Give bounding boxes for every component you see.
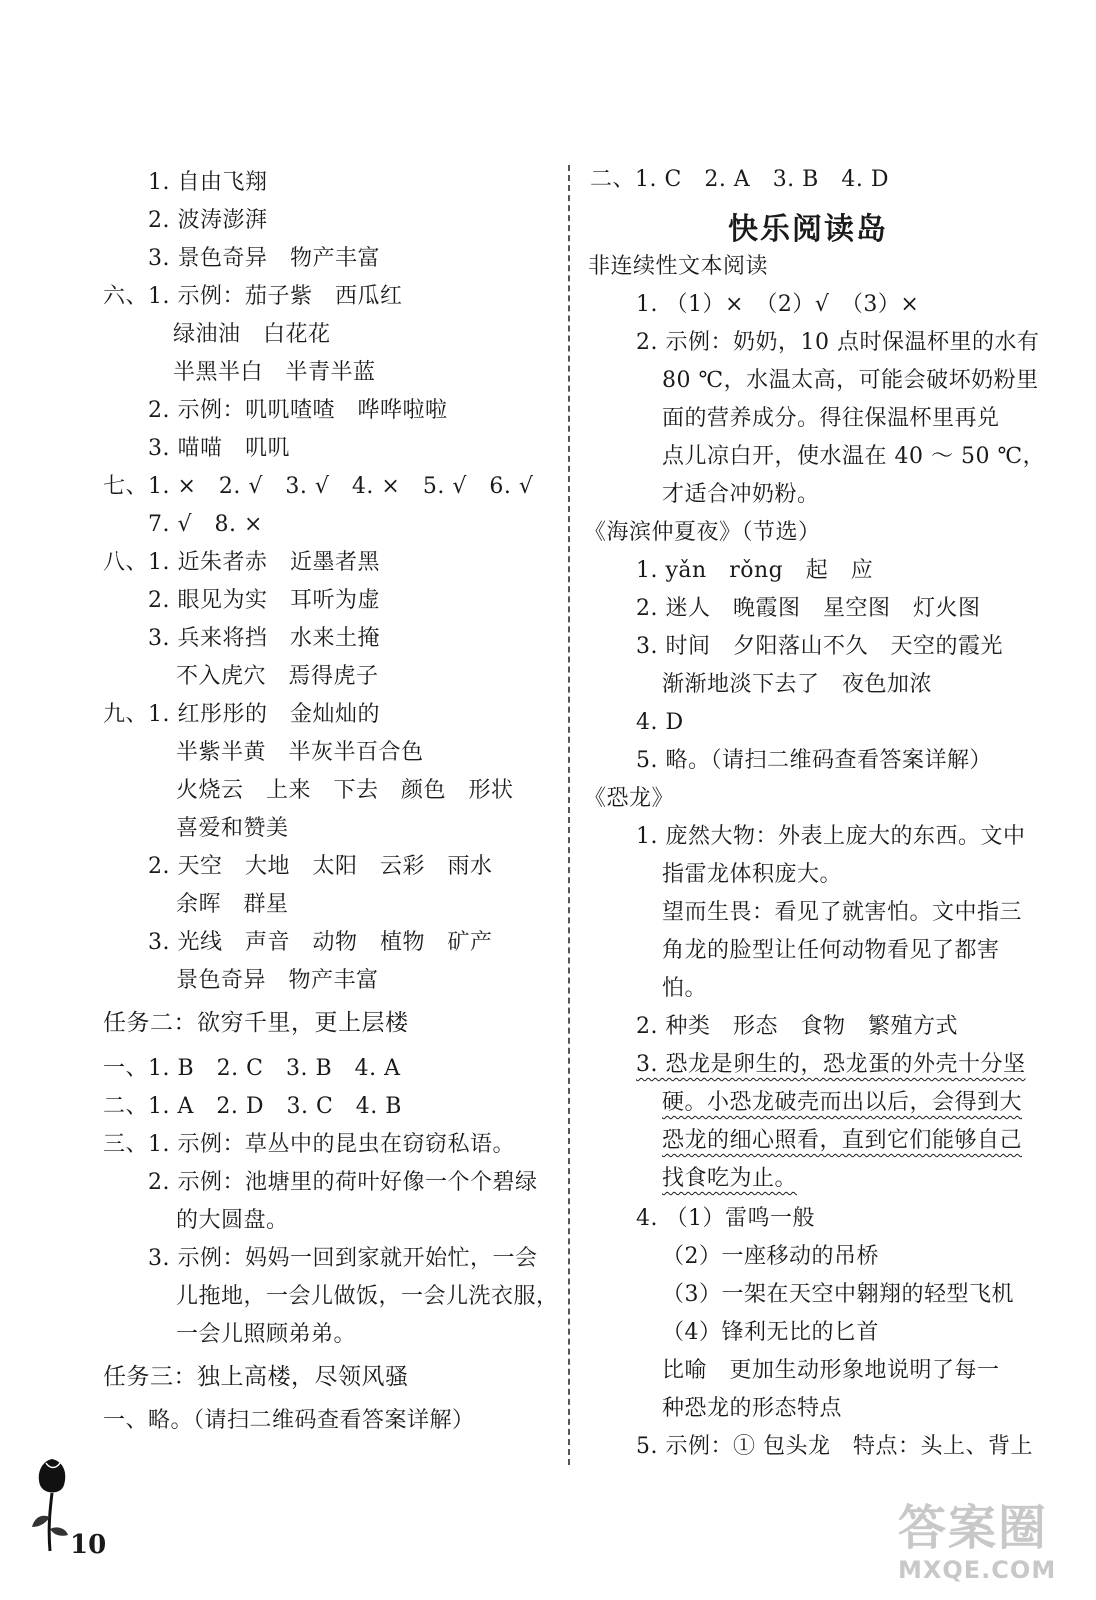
answer-line: （3）一架在天空中翱翔的轻型飞机 xyxy=(662,1282,1014,1307)
answer-line: 2. 波涛澎湃 xyxy=(148,208,268,233)
answer-line-underlined: 恐龙的细心照看，直到它们能够自己 xyxy=(662,1128,1023,1153)
answer-line: 三、1. 示例：草丛中的昆虫在窃窃私语。 xyxy=(103,1132,515,1157)
answer-line: 4. D xyxy=(636,710,684,735)
section-title: 快乐阅读岛 xyxy=(728,212,888,247)
answer-line: 景色奇异 物产丰富 xyxy=(176,968,379,993)
answer-line-underlined: 3. 恐龙是卵生的，恐龙蛋的外壳十分坚 xyxy=(636,1052,1026,1077)
answer-line: 2. 示例：叽叽喳喳 哗哗啦啦 xyxy=(148,398,448,423)
answer-line: 八、1. 近朱者赤 近墨者黑 xyxy=(103,550,380,575)
answer-line: 怕。 xyxy=(662,976,708,1001)
answer-line: 种恐龙的形态特点 xyxy=(662,1396,843,1421)
answer-line: 七、1. × 2. √ 3. √ 4. × 5. √ 6. √ xyxy=(103,474,534,499)
answer-line: 渐渐地淡下去了 夜色加浓 xyxy=(662,672,933,697)
answer-line: 二、1. A 2. D 3. C 4. B xyxy=(103,1094,402,1119)
answer-line: 指雷龙体积庞大。 xyxy=(662,862,843,887)
answer-line: 80 ℃，水温太高，可能会破坏奶粉里 xyxy=(662,368,1039,393)
answer-line: 3. 兵来将挡 水来土掩 xyxy=(148,626,380,651)
answer-line: 角龙的脸型让任何动物看见了都害 xyxy=(662,938,1000,963)
answer-line: 1. （1）× （2）√ （3）× xyxy=(636,292,920,317)
answer-line: 2. 眼见为实 耳听为虚 xyxy=(148,588,380,613)
answer-line: 儿拖地，一会儿做饭，一会儿洗衣服， xyxy=(176,1284,559,1309)
watermark xyxy=(898,1500,1090,1595)
answer-line: 一、1. B 2. C 3. B 4. A xyxy=(103,1056,401,1081)
answer-line-underlined: 找食吃为止。 xyxy=(662,1166,798,1191)
answer-line: 2. 示例：池塘里的荷叶好像一个个碧绿 xyxy=(148,1170,538,1195)
answer-line: 一会儿照顾弟弟。 xyxy=(176,1322,357,1347)
answer-line: 1. 庞然大物：外表上庞大的东西。文中 xyxy=(636,824,1026,849)
answer-line: 望而生畏：看见了就害怕。文中指三 xyxy=(662,900,1023,925)
subsection-heading: 《恐龙》 xyxy=(584,786,675,811)
answer-line: 1. 自由飞翔 xyxy=(148,170,268,195)
answer-line: 面的营养成分。得往保温杯里再兑 xyxy=(662,406,1000,431)
answer-line: 二、1. C 2. A 3. B 4. D xyxy=(590,167,889,192)
answer-line-underlined: 硬。小恐龙破壳而出以后，会得到大 xyxy=(662,1090,1023,1115)
task-heading: 任务二：欲穷千里，更上层楼 xyxy=(103,1010,409,1036)
answer-line: 3. 示例：妈妈一回到家就开始忙，一会 xyxy=(148,1246,538,1271)
answer-line: 3. 喵喵 叽叽 xyxy=(148,436,290,461)
answer-line: 2. 种类 形态 食物 繁殖方式 xyxy=(636,1014,958,1039)
watermark-url: MXQE.COM xyxy=(898,1556,1057,1584)
answer-line: 2. 天空 大地 太阳 云彩 雨水 xyxy=(148,854,493,879)
answer-line: 3. 光线 声音 动物 植物 矿产 xyxy=(148,930,493,955)
subsection-heading: 《海滨仲夏夜》（节选） xyxy=(584,520,821,545)
subsection-heading: 非连续性文本阅读 xyxy=(588,254,769,279)
answer-line: 火烧云 上来 下去 颜色 形状 xyxy=(176,778,514,803)
answer-line: 半黑半白 半青半蓝 xyxy=(173,360,376,385)
answer-line: 半紫半黄 半灰半百合色 xyxy=(176,740,424,765)
answer-line: 不入虎穴 焉得虎子 xyxy=(176,664,379,689)
answer-line: 一、略。（请扫二维码查看答案详解） xyxy=(103,1408,475,1433)
answer-line: 5. 略。（请扫二维码查看答案详解） xyxy=(636,748,992,773)
answer-line: 3. 时间 夕阳落山不久 天空的霞光 xyxy=(636,634,1003,659)
answer-line: 3. 景色奇异 物产丰富 xyxy=(148,246,380,271)
answer-line: 喜爱和赞美 xyxy=(176,816,289,841)
answer-line: 九、1. 红彤彤的 金灿灿的 xyxy=(103,702,380,727)
answer-line: （4）锋利无比的匕首 xyxy=(662,1320,879,1345)
answer-line: （2）一座移动的吊桥 xyxy=(662,1244,879,1269)
answer-line: 比喻 更加生动形象地说明了每一 xyxy=(662,1358,1000,1383)
answer-line: 六、1. 示例：茄子紫 西瓜红 xyxy=(103,284,403,309)
answer-line: 余晖 群星 xyxy=(176,892,289,917)
watermark-logo: 答案圈 xyxy=(898,1500,1049,1556)
answer-line: 4. （1）雷鸣一般 xyxy=(636,1206,815,1231)
answer-line: 的大圆盘。 xyxy=(176,1208,289,1233)
page-number: 10 xyxy=(70,1530,107,1560)
answer-line: 7. √ 8. × xyxy=(148,512,263,537)
answer-line: 2. 示例：奶奶，10 点时保温杯里的水有 xyxy=(636,330,1040,355)
answer-line: 点儿凉白开，使水温在 40 ～ 50 ℃， xyxy=(662,444,1046,469)
task-heading: 任务三：独上高楼，尽领风骚 xyxy=(103,1364,409,1390)
answer-line: 5. 示例：① 包头龙 特点：头上、背上 xyxy=(636,1434,1033,1459)
answer-line: 1. yǎn rǒng 起 应 xyxy=(636,558,874,583)
column-divider xyxy=(568,165,570,1465)
answer-line: 绿油油 白花花 xyxy=(173,322,331,347)
answer-line: 才适合冲奶粉。 xyxy=(662,482,820,507)
answer-line: 2. 迷人 晚霞图 星空图 灯火图 xyxy=(636,596,981,621)
